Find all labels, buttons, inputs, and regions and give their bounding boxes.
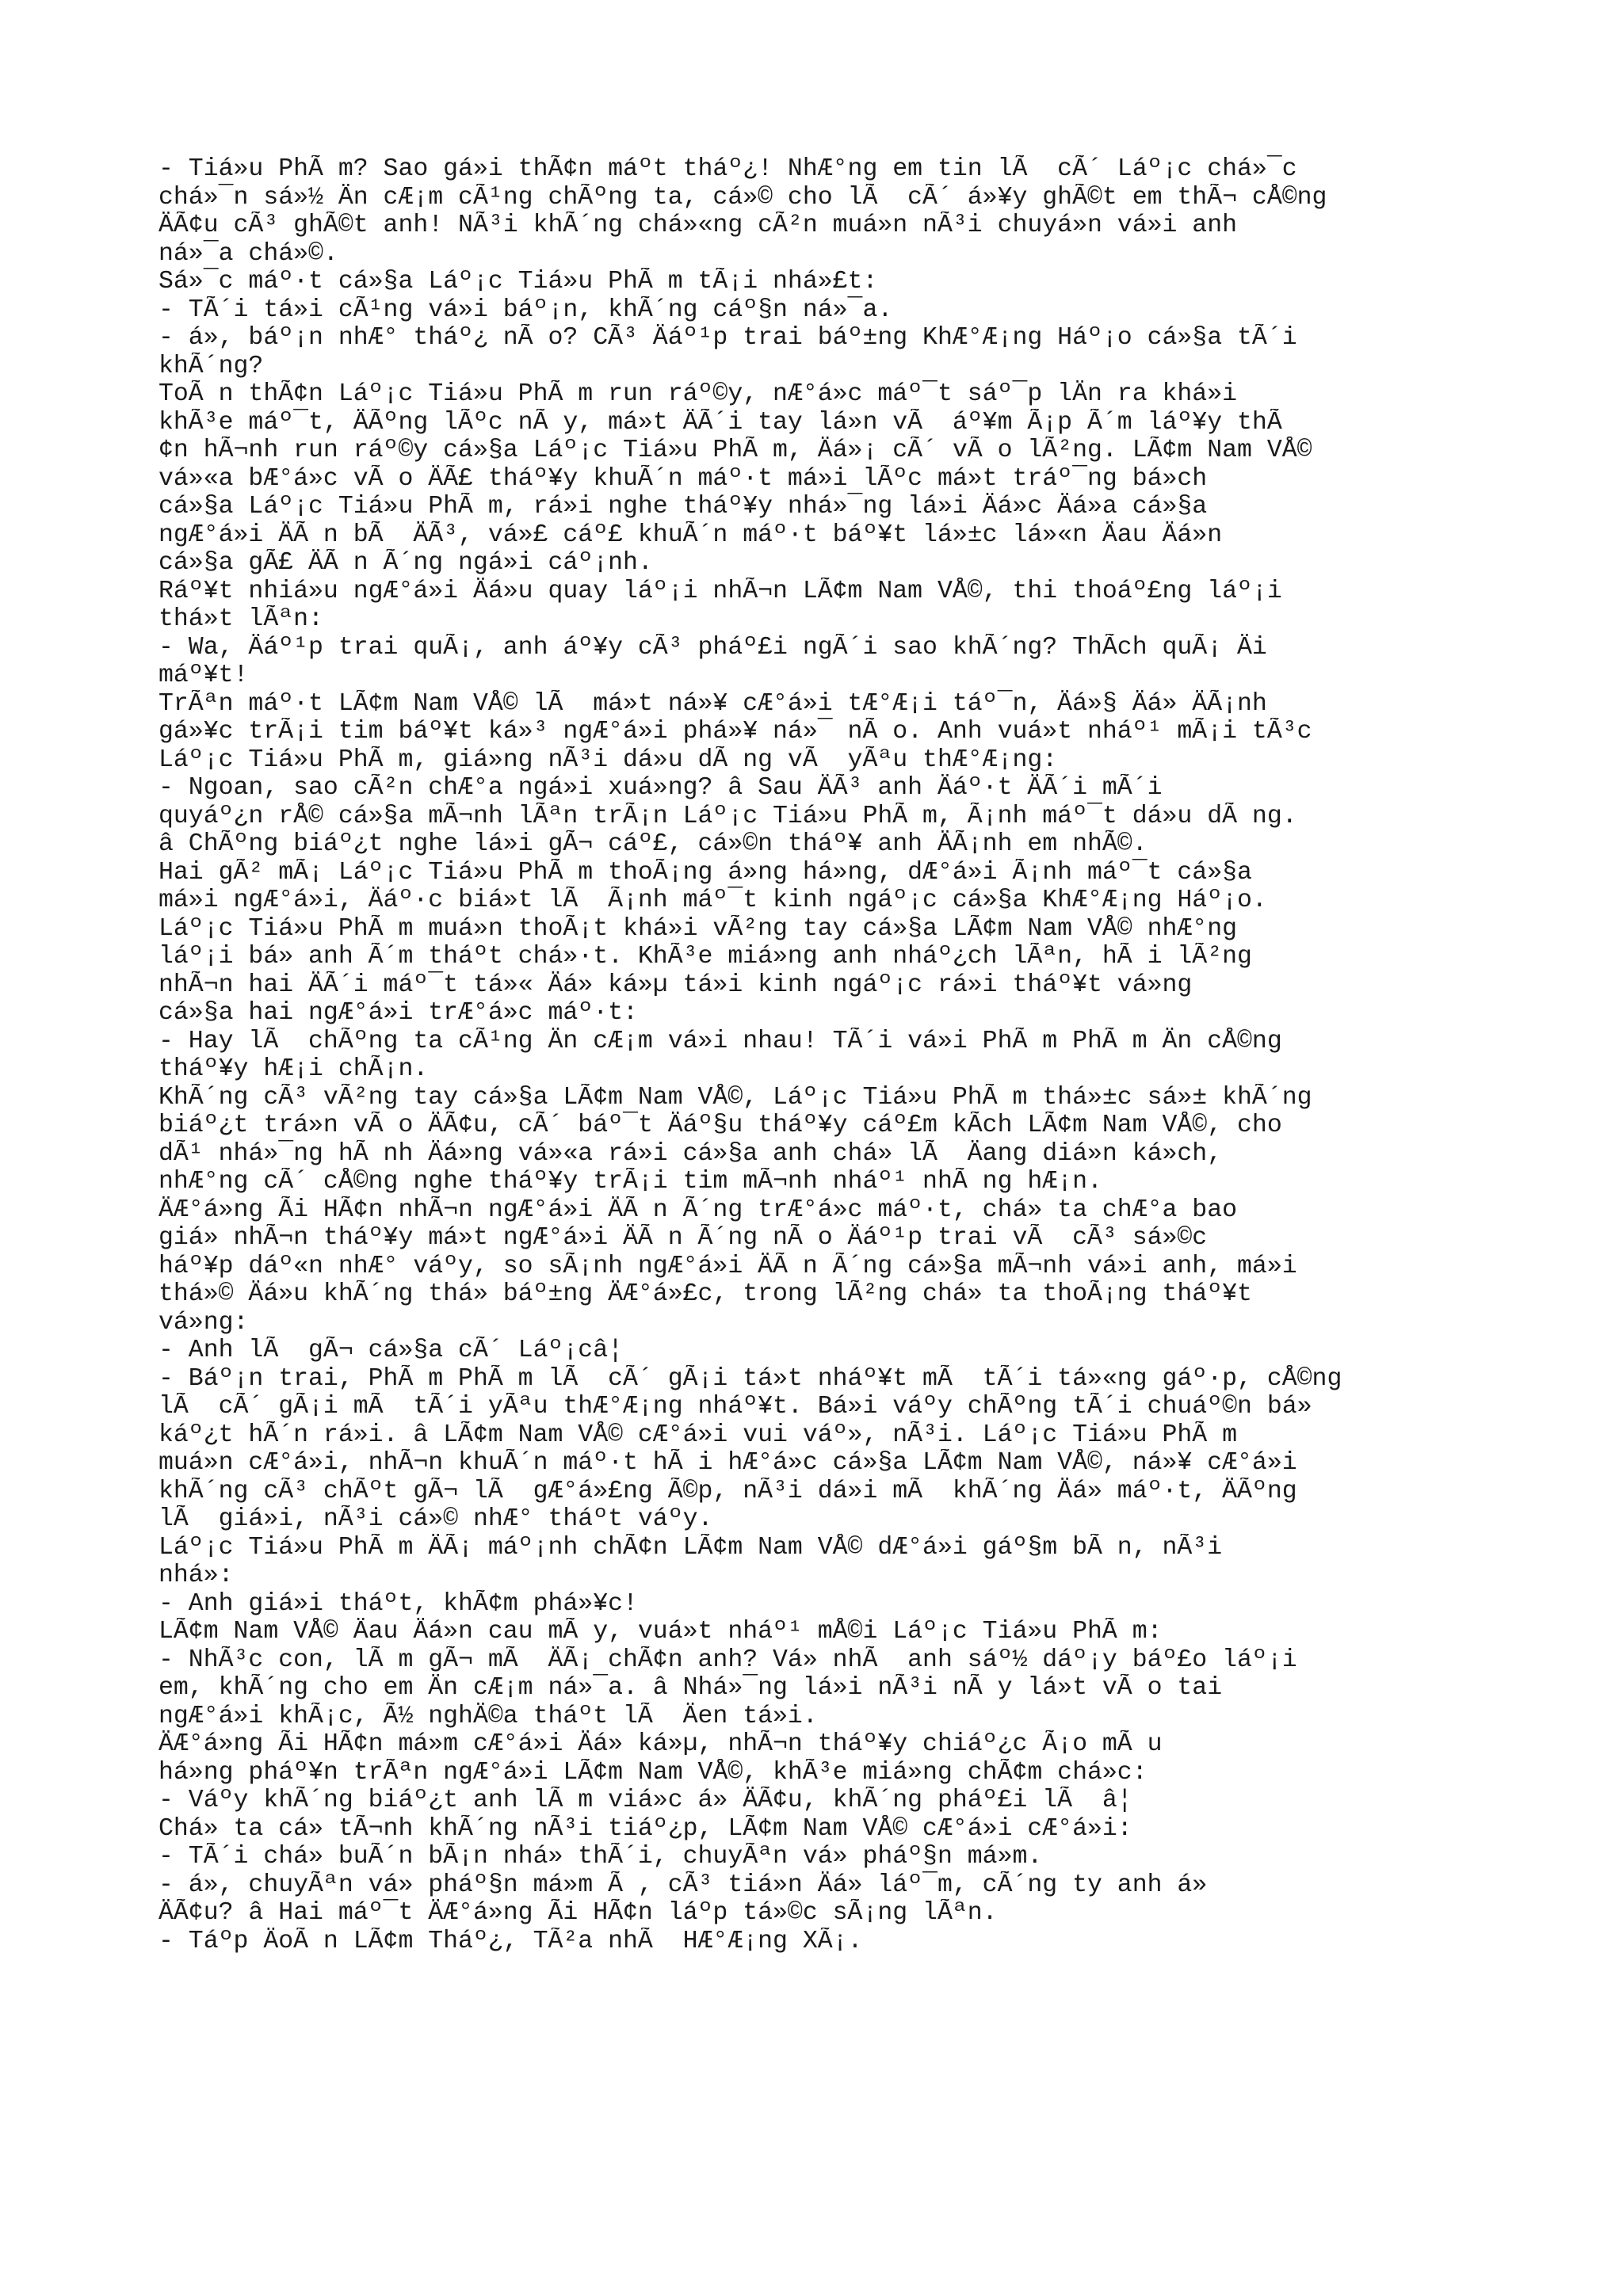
text-line: ÄÆ°á»ng Ãi HÃ¢n nhÃ¬n ngÆ°á»i ÄÃ n Ã´ng trÆ°á»c máº·t, chá» ta chÆ°a bao [158,1196,1238,1224]
text-line: ngÆ°á»i khÃ¡c, Ã½ nghÄ©a tháºt lÃ Äen tá»i. [158,1702,818,1730]
text-line: muá»n cÆ°á»i, nhÃ¬n khuÃ´n máº·t hÃ i hÆ°á»c cá»§a LÃ¢m Nam VÅ©, ná»¥ cÆ°á»i [158,1449,1297,1477]
text-line: nhÆ°ng cÃ´ cÅ©ng nghe tháº¥y trÃ¡i tim mÃ¬nh nháº¹ nhÃ ng hÆ¡n. [158,1168,1102,1196]
text-line: - Báº¡n trai, PhÃ m PhÃ m lÃ cÃ´ gÃ¡i tá»t nháº¥t mÃ tÃ´i tá»«ng gáº·p, cÅ©ng [158,1364,1342,1393]
text-line: gá»¥c trÃ¡i tim báº¥t ká»³ ngÆ°á»i phá»¥ ná»¯ nÃ o. Anh vuá»t nháº¹ mÃ¡i tÃ³c [158,718,1312,746]
text-line: LÃ¢m Nam VÅ© Äau Äá»n cau mÃ y, vuá»t nháº¹ mÅ©i Láº¡c Tiá»u PhÃ m: [158,1618,1163,1646]
text-line: láº¡i bá» anh Ã´m tháºt chá»·t. KhÃ³e miá»ng anh nháº¿ch lÃªn, hÃ i lÃ²ng [158,943,1252,971]
text-line: há»ng pháº¥n trÃªn ngÆ°á»i LÃ¢m Nam VÅ©, khÃ³e miá»ng chÃ¢m chá»c: [158,1758,1148,1787]
text-line: cá»§a gÃ£ ÄÃ n Ã´ng ngá»i cáº¡nh. [158,549,653,577]
text-line: - NhÃ³c con, lÃ m gÃ¬ mÃ ÄÃ¡ chÃ¢n anh? Vá» nhÃ anh sáº½ dáº¡y báº£o láº¡i [158,1646,1297,1674]
text-line: nhá»: [158,1562,234,1589]
document-body [158,155,1498,1955]
text-line: - Ngoan, sao cÃ²n chÆ°a ngá»i xuá»ng? â Sau ÄÃ³ anh Äáº·t ÄÃ´i mÃ´i [158,774,1163,802]
text-line: khÃ´ng cÃ³ chÃºt gÃ¬ lÃ gÆ°á»£ng Ã©p, nÃ³i dá»i mÃ khÃ´ng Äá» máº·t, ÄÃºng [158,1477,1297,1505]
text-line: â ChÃºng biáº¿t nghe lá»i gÃ¬ cáº£, cá»©n tháº¥ anh ÄÃ¡nh em nhÃ©. [158,830,1148,858]
text-line: tháº¥y hÆ¡i chÃ¡n. [158,1055,429,1083]
text-line: vá»«a bÆ°á»c vÃ o ÄÃ£ tháº¥y khuÃ´n máº·t má»i lÃºc má»t tráº¯ng bá»ch [158,464,1208,493]
text-line: - Wa, Äáº¹p trai quÃ¡, anh áº¥y cÃ³ pháº£i ngÃ´i sao khÃ´ng? ThÃch quÃ¡ Äi [158,633,1267,662]
text-line: háº¥p dáº«n nhÆ° váºy, so sÃ¡nh ngÆ°á»i ÄÃ n Ã´ng cá»§a mÃ¬nh vá»i anh, má»i [158,1252,1297,1280]
text-line: Ráº¥t nhiá»u ngÆ°á»i Äá»u quay láº¡i nhÃ¬n LÃ¢m Nam VÅ©, thi thoáº£ng láº¡i [158,577,1282,605]
text-line: káº¿t hÃ´n rá»i. â LÃ¢m Nam VÅ© cÆ°á»i vui váº», nÃ³i. Láº¡c Tiá»u PhÃ m [158,1421,1238,1449]
text-line: quyáº¿n rÅ© cá»§a mÃ¬nh lÃªn trÃ¡n Láº¡c Tiá»u PhÃ m, Ã¡nh máº¯t dá»u dÃ ng. [158,802,1297,830]
text-line: chá»¯n sá»½ Än cÆ¡m cÃ¹ng chÃºng ta, cá»© cho lÃ cÃ´ á»¥y ghÃ©t em thÃ¬ cÅ©ng [158,183,1327,212]
text-line: Láº¡c Tiá»u PhÃ m, giá»ng nÃ³i dá»u dÃ ng vÃ yÃªu thÆ°Æ¡ng: [158,746,1058,774]
text-line: Hai gÃ² mÃ¡ Láº¡c Tiá»u PhÃ m thoÃ¡ng á»ng há»ng, dÆ°á»i Ã¡nh máº¯t cá»§a [158,858,1252,887]
text-line: - á», chuyÃªn vá» pháº§n má»m Ã , cÃ³ tiá»n Äá» láº¯m, cÃ´ng ty anh á» [158,1871,1208,1899]
text-line: ÄÃ¢u? â Hai máº¯t ÄÆ°á»ng Ãi HÃ¢n láºp tá»©c sÃ¡ng lÃªn. [158,1899,998,1927]
text-line: ToÃ n thÃ¢n Láº¡c Tiá»u PhÃ m run ráº©y, nÆ°á»c máº¯t sáº¯p lÄn ra khá»i [158,380,1238,408]
text-line: KhÃ´ng cÃ³ vÃ²ng tay cá»§a LÃ¢m Nam VÅ©, Láº¡c Tiá»u PhÃ m thá»±c sá»± khÃ´ng [158,1083,1312,1112]
text-line: - Anh giá»i tháºt, khÃ¢m phá»¥c! [158,1589,638,1618]
text-line: thá»t lÃªn: [158,605,323,633]
text-line: vá»ng: [158,1308,249,1337]
text-line: lÃ giá»i, nÃ³i cá»© nhÆ° tháºt váºy. [158,1505,713,1533]
text-line: cá»§a Láº¡c Tiá»u PhÃ m, rá»i nghe tháº¥y nhá»¯ng lá»i Äá»c Äá»a cá»§a [158,493,1208,521]
text-line: ¢n hÃ¬nh run ráº©y cá»§a Láº¡c Tiá»u PhÃ m, Äá»¡ cÃ´ vÃ o lÃ²ng. LÃ¢m Nam VÅ© [158,437,1312,464]
text-line: giá» nhÃ¬n tháº¥y má»t ngÆ°á»i ÄÃ n Ã´ng nÃ o Äáº¹p trai vÃ cÃ³ sá»©c [158,1224,1208,1252]
text-line: TrÃªn máº·t LÃ¢m Nam VÅ© lÃ má»t ná»¥ cÆ°á»i tÆ°Æ¡i táº¯n, Äá»§ Äá» ÄÃ¡nh [158,689,1267,718]
text-line: khÃ³e máº¯t, ÄÃºng lÃºc nÃ y, má»t ÄÃ´i tay lá»n vÃ áº¥m Ã¡p Ã´m láº¥y thÃ [158,408,1282,437]
text-line: - TÃ´i tá»i cÃ¹ng vá»i báº¡n, khÃ´ng cáº§n ná»¯a. [158,296,893,324]
text-line: thá»© Äá»u khÃ´ng thá» báº±ng ÄÆ°á»£c, trong lÃ²ng chá» ta thoÃ¡ng tháº¥t [158,1280,1252,1308]
text-line: dÃ¹ nhá»¯ng hÃ nh Äá»ng vá»«a rá»i cá»§a anh chá» lÃ Äang diá»n ká»ch, [158,1139,1223,1168]
text-line: - Hay lÃ chÃºng ta cÃ¹ng Än cÆ¡m vá»i nhau! TÃ´i vá»i PhÃ m PhÃ m Än cÅ©ng [158,1027,1282,1055]
text-line: khÃ´ng? [158,352,264,380]
text-line: má»i ngÆ°á»i, Äáº·c biá»t lÃ Ã¡nh máº¯t kinh ngáº¡c cá»§a KhÆ°Æ¡ng Háº¡o. [158,887,1267,914]
text-line: biáº¿t trá»n vÃ o ÄÃ¢u, cÃ´ báº¯t Äáº§u tháº¥y cáº£m kÃch LÃ¢m Nam VÅ©, cho [158,1112,1282,1139]
text-line: Sá»¯c máº·t cá»§a Láº¡c Tiá»u PhÃ m tÃ¡i nhá»£t: [158,268,878,296]
text-line: - á», báº¡n nhÆ° tháº¿ nÃ o? CÃ³ Äáº¹p trai báº±ng KhÆ°Æ¡ng Háº¡o cá»§a tÃ´i [158,324,1297,352]
text-line: Chá» ta cá» tÃ¬nh khÃ´ng nÃ³i tiáº¿p, LÃ¢m Nam VÅ© cÆ°á»i cÆ°á»i: [158,1814,1132,1843]
text-line: - Váºy khÃ´ng biáº¿t anh lÃ m viá»c á» ÄÃ¢u, khÃ´ng pháº£i lÃ â¦ [158,1787,1132,1814]
text-line: - TÃ´i chá» buÃ´n bÃ¡n nhá» thÃ´i, chuyÃªn vá» pháº§n má»m. [158,1843,1043,1871]
text-line: cá»§a hai ngÆ°á»i trÆ°á»c máº·t: [158,999,638,1027]
text-line: lÃ cÃ´ gÃ¡i mÃ tÃ´i yÃªu thÆ°Æ¡ng nháº¥t. Bá»i váºy chÃºng tÃ´i chuáº©n bá» [158,1393,1312,1421]
text-line: Láº¡c Tiá»u PhÃ m ÄÃ¡ máº¡nh chÃ¢n LÃ¢m Nam VÅ© dÆ°á»i gáº§m bÃ n, nÃ³i [158,1533,1223,1562]
text-line: - Tiá»u PhÃ m? Sao gá»i thÃ¢n máºt tháº¿! NhÆ°ng em tin lÃ cÃ´ Láº¡c chá»¯c [158,155,1297,183]
text-line: máº¥t! [158,662,249,689]
text-line: ná»¯a chá»©. [158,239,338,268]
text-line: - Táºp ÄoÃ n LÃ¢m Tháº¿, TÃ²a nhÃ HÆ°Æ¡ng XÃ¡. [158,1927,863,1955]
text-line: em, khÃ´ng cho em Än cÆ¡m ná»¯a. â Nhá»¯ng lá»i nÃ³i nÃ y lá»t vÃ o tai [158,1674,1223,1702]
text-line: - Anh lÃ gÃ¬ cá»§a cÃ´ Láº¡câ¦ [158,1337,623,1364]
text-line: ÄÆ°á»ng Ãi HÃ¢n má»m cÆ°á»i Äá» ká»µ, nhÃ¬n tháº¥y chiáº¿c Ã¡o mÃ u [158,1730,1163,1758]
text-line: ngÆ°á»i ÄÃ n bÃ ÄÃ³, vá»£ cáº£ khuÃ´n máº·t báº¥t lá»±c lá»«n Äau Äá»n [158,521,1223,549]
text-line: Láº¡c Tiá»u PhÃ m muá»n thoÃ¡t khá»i vÃ²ng tay cá»§a LÃ¢m Nam VÅ© nhÆ°ng [158,914,1238,943]
text-line: ÄÃ¢u cÃ³ ghÃ©t anh! NÃ³i khÃ´ng chá»«ng cÃ²n muá»n nÃ³i chuyá»n vá»i anh [158,212,1238,239]
text-line: nhÃ¬n hai ÄÃ´i máº¯t tá»« Äá» ká»µ tá»i kinh ngáº¡c rá»i tháº¥t vá»ng [158,971,1193,999]
